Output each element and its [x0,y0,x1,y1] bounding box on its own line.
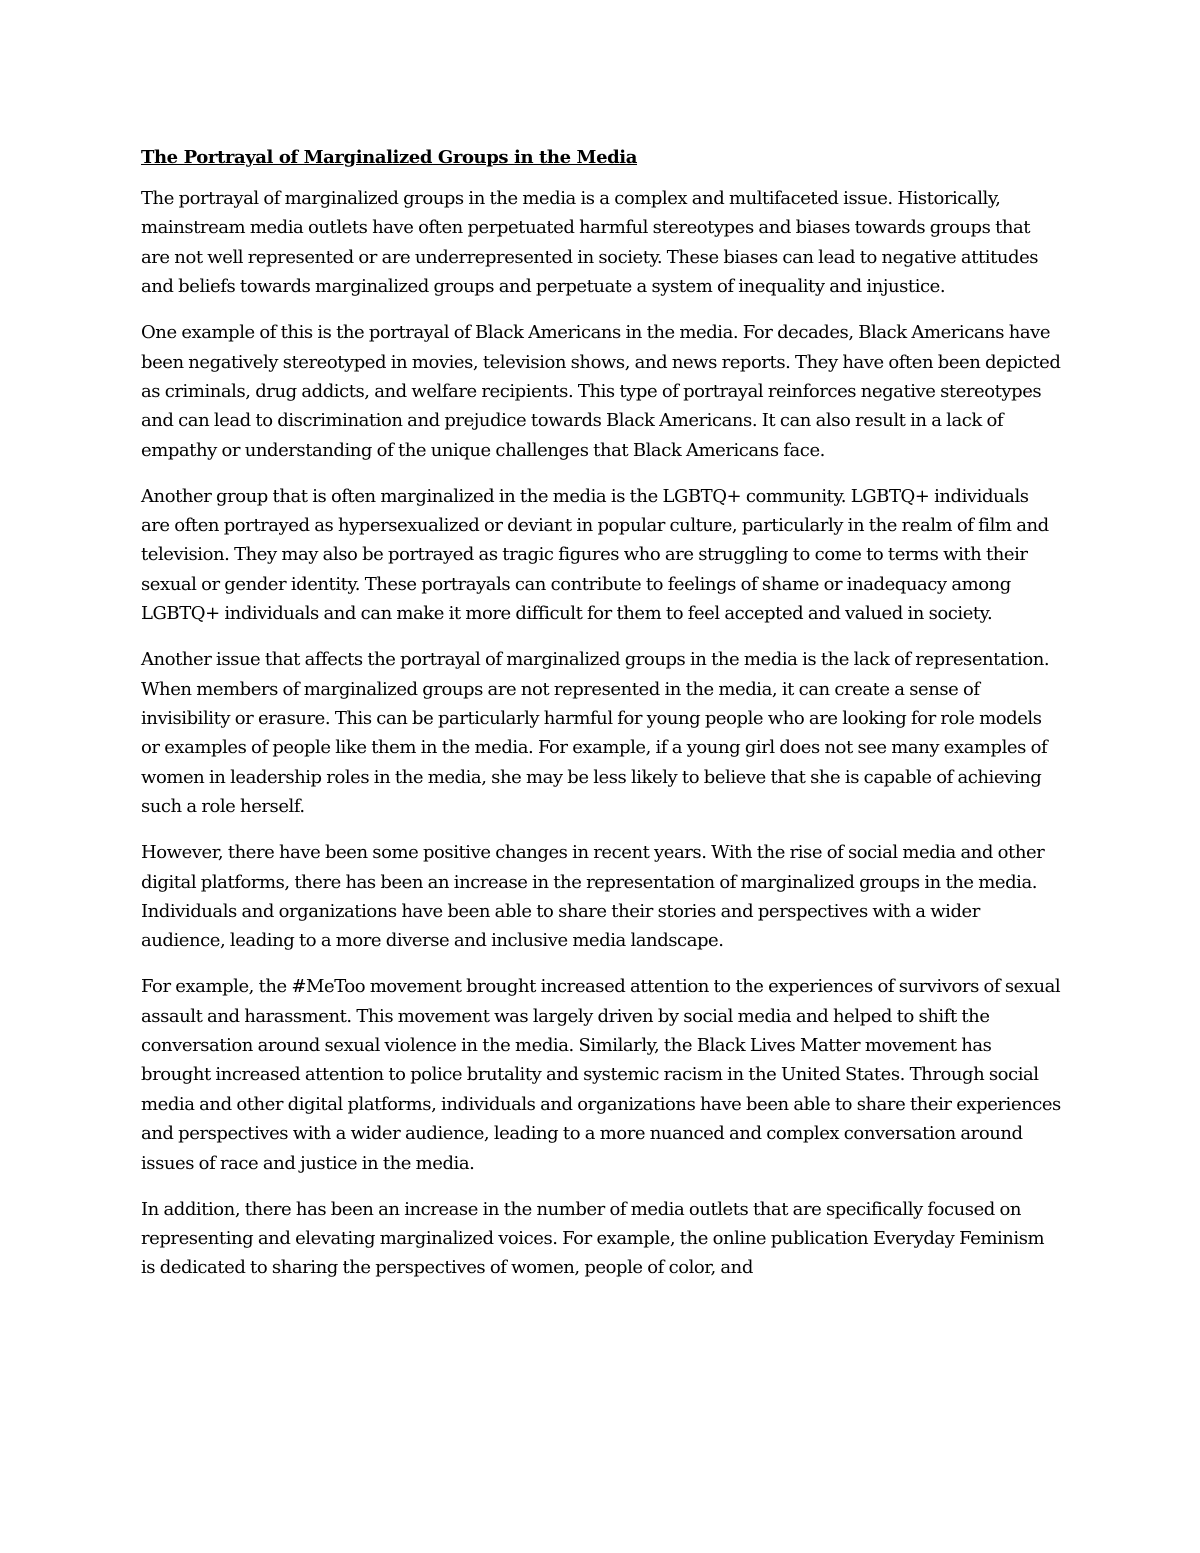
document-title: The Portrayal of Marginalized Groups in the Media [141,147,638,168]
paragraph-lgbtq: Another group that is often marginalized in the media is the LGBTQ+ community. LGBTQ+ individuals are often portrayed as hypersexualized or deviant in popular culture, particularly in the realm of film and television. They may also be portrayed as tragic figures who are struggling to come to terms with their sexual or gender identity. These portrayals can contribute to feelings of shame or inadequacy among LGBTQ+ individuals and can make it more difficult for them to feel accepted and valued in society. [141,485,1049,625]
paragraph-positive-changes: However, there have been some positive changes in recent years. With the rise of social media and other digital platforms, there has been an increase in the representation of marginalized groups in the media. Individuals and organizations have been able to share their stories and perspectives with a wider audience, leading to a more diverse and inclusive media landscape. [141,842,1045,952]
paragraph-representation: Another issue that affects the portrayal of marginalized groups in the media is the lack of representation. When members of marginalized groups are not represented in the media, it can create a sense of invisibility or erasure. This can be particularly harmful for young people who are looking for role models or examples of people like them in the media. For example, if a young girl does not see many examples of women in leadership roles in the media, she may be less likely to believe that she is capable of achieving such a role herself. [141,649,1050,818]
paragraph-movements: For example, the #MeToo movement brought increased attention to the experiences of survivors of sexual assault and harassment. This movement was largely driven by social media and helped to shift the conversation around sexual violence in the media. Similarly, the Black Lives Matter movement has brought increased attention to police brutality and systemic racism in the United States. Through social media and other digital platforms, individuals and organizations have been able to share their experiences and perspectives with a wider audience, leading to a more nuanced and complex conversation around issues of race and justice in the media. [141,976,1061,1174]
document-body [141,143,1061,1299]
paragraph-intro: The portrayal of marginalized groups in the media is a complex and multifaceted issue. Historically, mainstream media outlets have often perpetuated harmful stereotypes and biases towards groups that are not well represented or are underrepresented in society. These biases can lead to negative attitudes and beliefs towards marginalized groups and perpetuate a system of inequality and injustice. [141,188,1039,298]
paragraph-media-outlets: In addition, there has been an increase in the number of media outlets that are specifically focused on representing and elevating marginalized voices. For example, the online publication Everyday Feminism is dedicated to sharing the perspectives of women, people of color, and [141,1198,1045,1279]
paragraph-black-americans: One example of this is the portrayal of Black Americans in the media. For decades, Black Americans have been negatively stereotyped in movies, television shows, and news reports. They have often been depicted as criminals, drug addicts, and welfare recipients. This type of portrayal reinforces negative stereotypes and can lead to discrimination and prejudice towards Black Americans. It can also result in a lack of empathy or understanding of the unique challenges that Black Americans face. [141,322,1061,461]
